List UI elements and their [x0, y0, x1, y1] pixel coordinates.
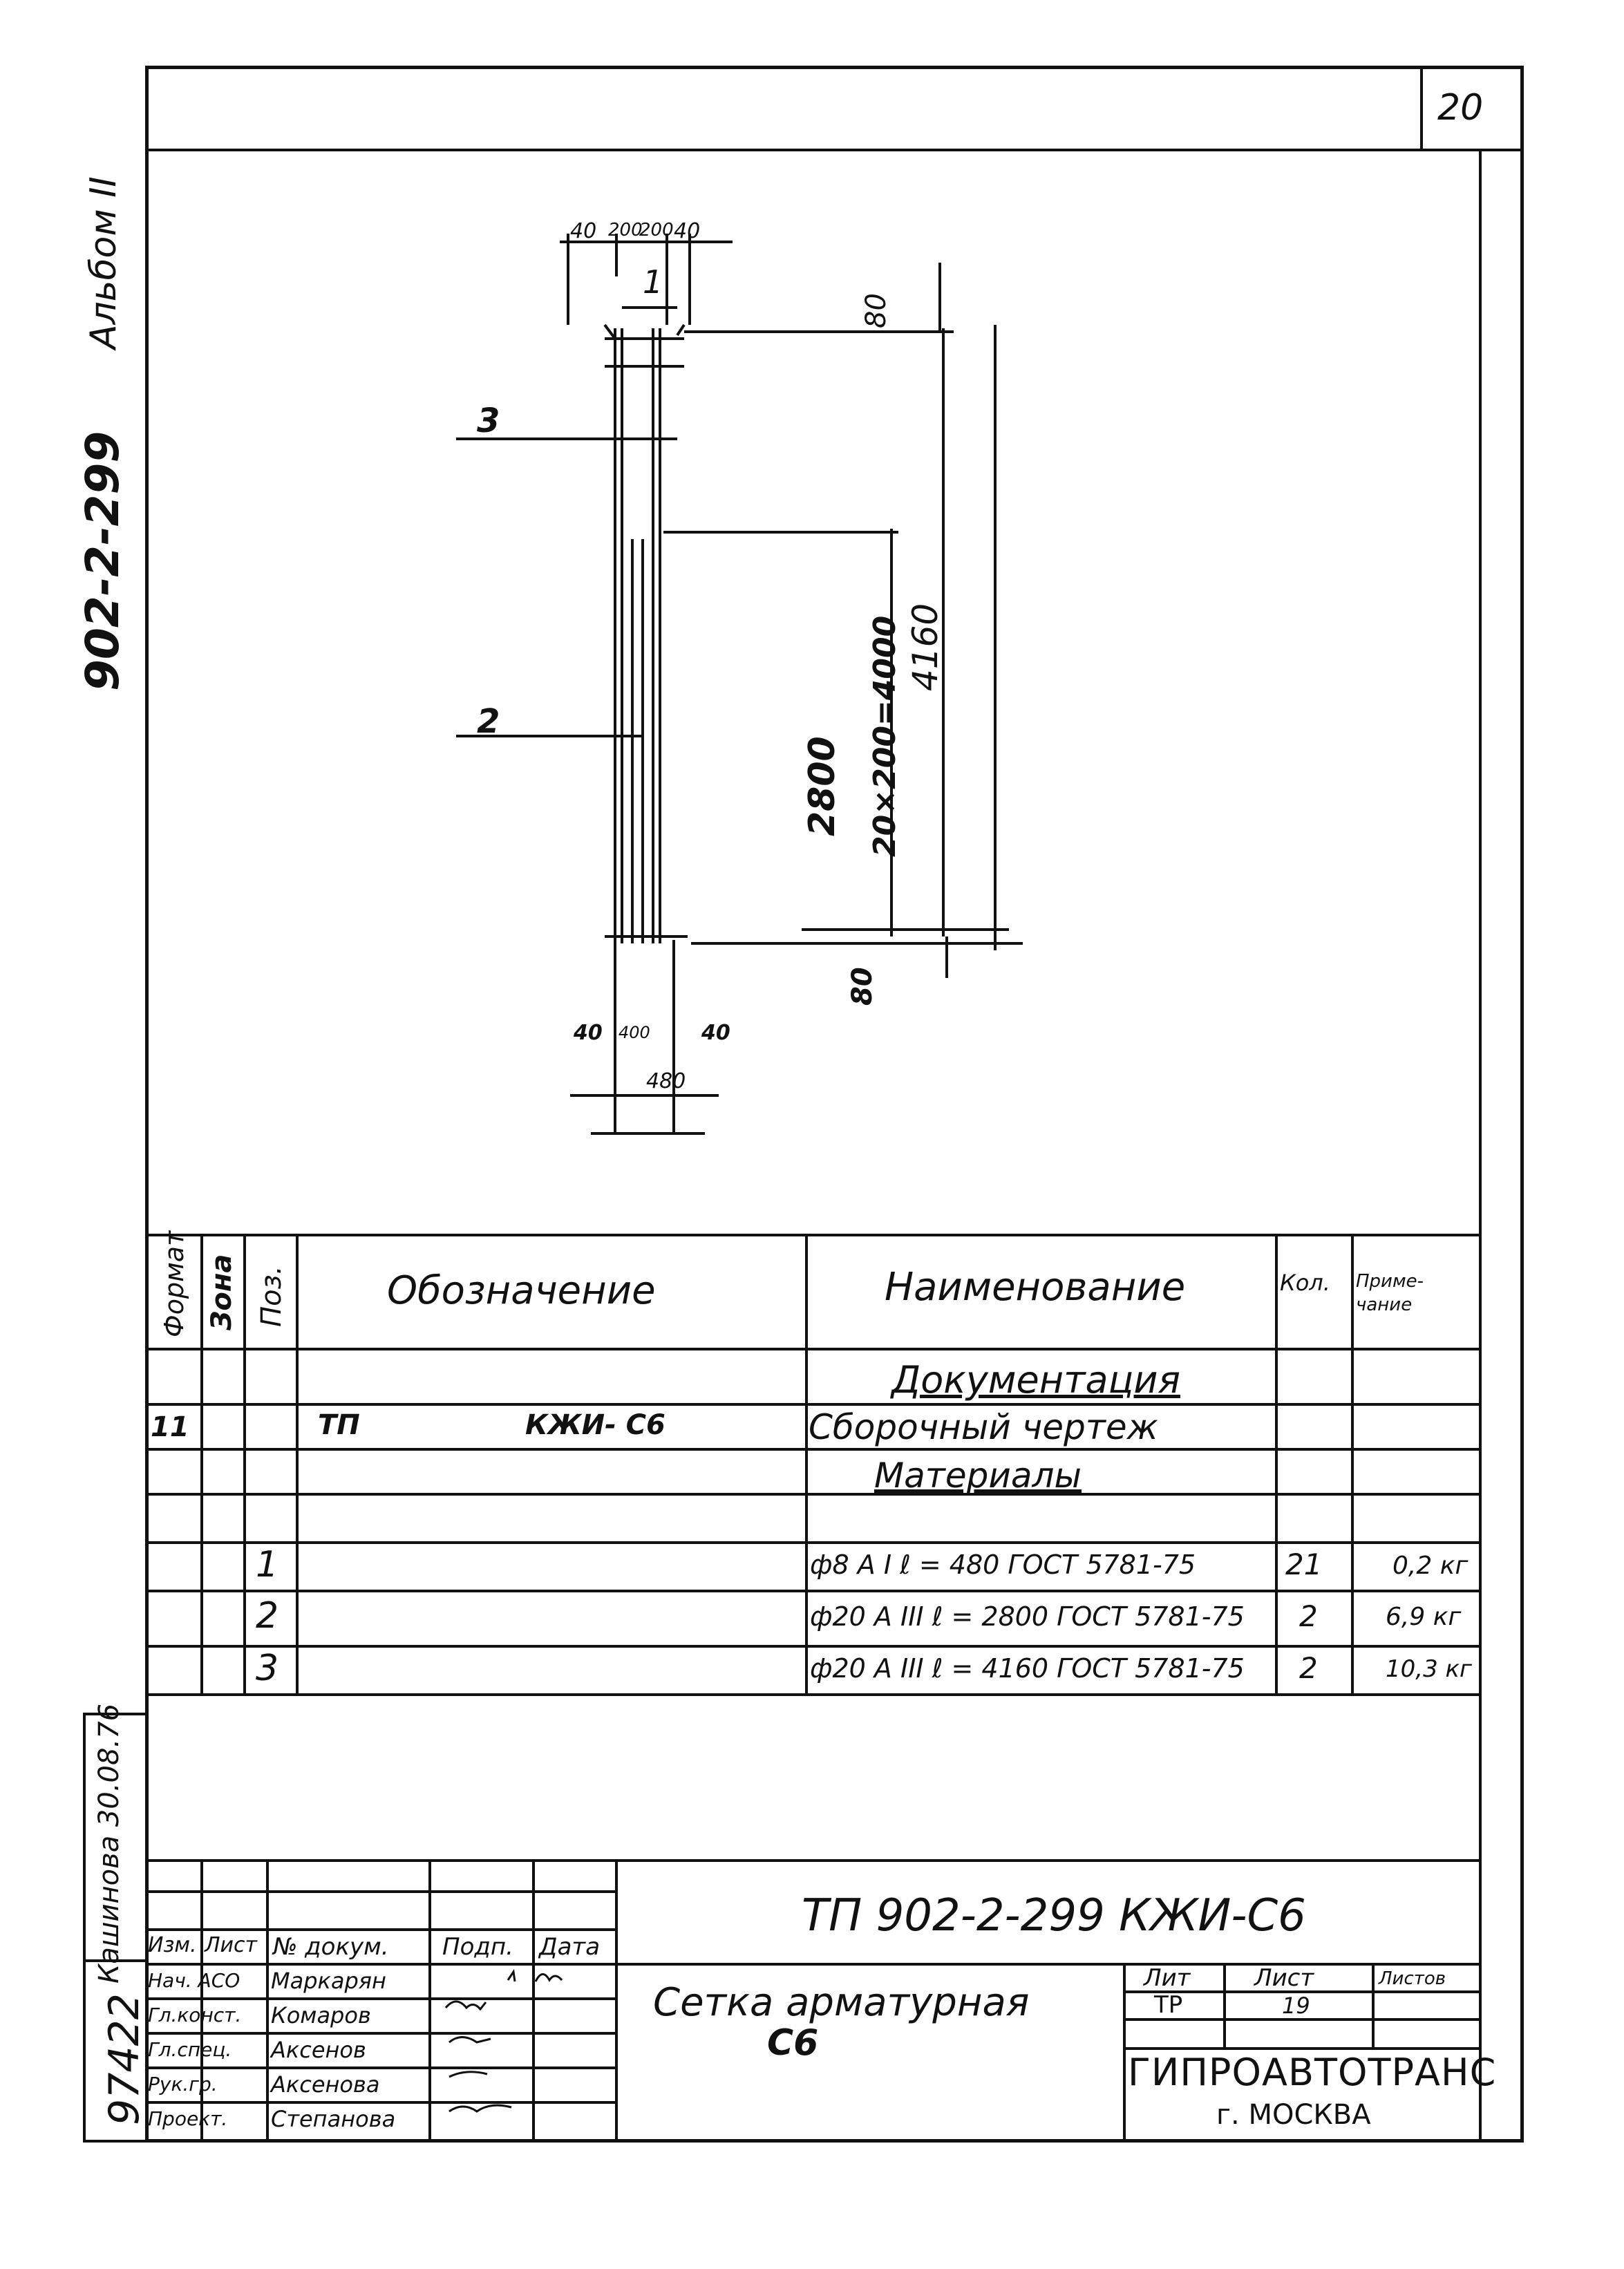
dim-right-top: 80 — [860, 293, 892, 328]
title-col-doc: № докум. — [273, 1933, 389, 1961]
sheet-number-divider — [1420, 66, 1423, 149]
title-row-a — [145, 1890, 615, 1893]
spec-row-3-pos: 3 — [256, 1648, 279, 1689]
title-col-2 — [266, 1859, 269, 2143]
spec-row-2-pos: 2 — [256, 1595, 279, 1637]
title-org-city: г. МОСКВА — [1216, 2099, 1371, 2131]
title-sheet-value: 19 — [1282, 1993, 1310, 2019]
spec-header-bottom — [145, 1348, 1479, 1350]
dim-bottom-400: 400 — [619, 1023, 650, 1042]
spec-header-zone: Зона — [206, 1254, 238, 1330]
dim-right-bottom: 80 — [847, 967, 878, 1006]
title-col-date: Дата — [539, 1933, 601, 1961]
title-person-5-name: Степанова — [271, 2106, 396, 2132]
title-sheet-header: Лист — [1254, 1964, 1314, 1992]
title-person-2-role: Гл.конст. — [148, 2004, 242, 2026]
pos-label-3: 3 — [477, 402, 500, 440]
dim-top-200a: 200 — [608, 220, 643, 241]
spec-col-pos — [296, 1234, 299, 1693]
spec-header-designation: Обозначение — [387, 1268, 656, 1313]
inv-stamp-divider — [83, 1959, 149, 1962]
dim-bottom-total: 480 — [646, 1069, 686, 1093]
title-col-izm: Изм. — [148, 1933, 197, 1957]
title-person-4-role: Рук.гр. — [148, 2073, 218, 2096]
spec-row-1-pos: 1 — [256, 1544, 279, 1585]
spec-row-3-name: ф20 А III ℓ = 4160 ГОСТ 5781-75 — [810, 1653, 1245, 1684]
title-info-line-3 — [1123, 2047, 1479, 2050]
spec-col-note — [1351, 1234, 1354, 1693]
dim-top-40a: 40 — [570, 219, 597, 243]
spec-header-name: Наименование — [885, 1265, 1186, 1310]
title-col-1 — [200, 1859, 203, 2143]
title-person-3-role: Гл.спец. — [148, 2038, 232, 2061]
signatures — [432, 1966, 612, 2139]
title-col-sign: Подп. — [442, 1933, 513, 1961]
spec-header-pos: Поз. — [256, 1265, 287, 1327]
frame-inner-right — [1479, 149, 1482, 2143]
sheet-number: 20 — [1437, 87, 1484, 129]
pos-label-2: 2 — [477, 702, 500, 741]
spec-row-line-1 — [145, 1403, 1479, 1406]
spec-row-2-qty: 2 — [1299, 1599, 1318, 1633]
dim-top-40b: 40 — [674, 219, 701, 243]
spec-row-1-note: 0,2 кг — [1392, 1552, 1469, 1580]
spec-header-note: Приме-чание — [1356, 1271, 1424, 1315]
title-info-col-2 — [1372, 1963, 1375, 2047]
spec-row-2-name: ф20 А III ℓ = 2800 ГОСТ 5781-75 — [810, 1601, 1245, 1632]
spec-assembly-name: Сборочный чертеж — [809, 1407, 1158, 1447]
title-line-2: С6 — [767, 2022, 819, 2064]
title-sheets-header: Листов — [1379, 1968, 1446, 1989]
title-info-divider — [1123, 1963, 1126, 2143]
side-inv-number: 97422 — [100, 1993, 149, 2125]
title-person-5-role: Проект. — [148, 2107, 228, 2130]
title-info-col-1 — [1223, 1963, 1226, 2047]
spec-assembly-format: 11 — [151, 1411, 189, 1443]
title-person-3-name: Аксенов — [271, 2037, 366, 2063]
side-code: 902-2-299 — [76, 431, 129, 691]
spec-row-3-qty: 2 — [1299, 1651, 1318, 1685]
dim-total: 4160 — [905, 603, 945, 691]
pos-label-1: 1 — [643, 263, 663, 301]
dim-bottom-40a: 40 — [574, 1021, 603, 1045]
title-col-list: Лист — [205, 1933, 258, 1957]
spec-row-2-note: 6,9 кг — [1386, 1603, 1462, 1631]
spec-row-3-note: 10,3 кг — [1386, 1655, 1472, 1683]
spec-row-line-5 — [145, 1590, 1479, 1592]
title-lit-header: Лит — [1144, 1964, 1191, 1992]
top-strip-line — [145, 149, 1524, 151]
spec-row-line-3 — [145, 1493, 1479, 1496]
spec-col-qty — [1275, 1234, 1278, 1693]
spec-row-1-name: ф8 А I ℓ = 480 ГОСТ 5781-75 — [810, 1550, 1196, 1580]
title-top-line — [145, 1859, 1479, 1862]
dim-top-200b: 200 — [639, 220, 674, 241]
spec-col-zone — [243, 1234, 246, 1693]
title-person-2-name: Комаров — [271, 2002, 371, 2028]
spec-section-docs: Документация — [891, 1358, 1180, 1402]
title-col-3 — [428, 1859, 431, 2143]
title-row-b — [145, 1928, 615, 1931]
spec-row-line-2 — [145, 1448, 1479, 1451]
title-person-4-name: Аксенова — [271, 2071, 380, 2098]
spec-assembly-designation-right: КЖИ- С6 — [525, 1409, 665, 1441]
side-album: Альбом II — [83, 176, 124, 349]
title-lit-value: ТР — [1154, 1991, 1183, 2019]
title-doc-code: ТП 902-2-299 КЖИ-С6 — [802, 1890, 1306, 1941]
dim-bar2: 2800 — [802, 736, 843, 836]
title-col-5 — [615, 1859, 618, 2143]
spec-top-line — [145, 1234, 1479, 1236]
spec-col-name — [805, 1234, 808, 1693]
spec-header-qty: Кол. — [1280, 1270, 1330, 1296]
dim-spacing: 20×200=4000 — [867, 615, 903, 857]
title-person-1-role: Нач. АСО — [148, 1969, 240, 1992]
spec-row-1-qty: 21 — [1285, 1547, 1323, 1581]
spec-row-line-4 — [145, 1541, 1479, 1544]
title-line-1: Сетка арматурная — [653, 1980, 1030, 2025]
spec-header-format: Формат — [159, 1230, 189, 1337]
spec-assembly-designation-left: ТП — [318, 1409, 360, 1441]
side-stamp-lower: Кашинова 30.08.76 — [93, 1703, 125, 1984]
dim-bottom-40b: 40 — [701, 1021, 730, 1045]
title-org-name: ГИПРОАВТОТРАНС — [1128, 2051, 1497, 2094]
spec-row-line-7 — [145, 1693, 1479, 1696]
spec-section-materials: Материалы — [874, 1456, 1082, 1496]
inv-stamp-box — [83, 1713, 149, 2143]
title-person-1-name: Маркарян — [271, 1968, 386, 1994]
spec-col-format — [200, 1234, 203, 1693]
spec-row-line-6 — [145, 1645, 1479, 1648]
